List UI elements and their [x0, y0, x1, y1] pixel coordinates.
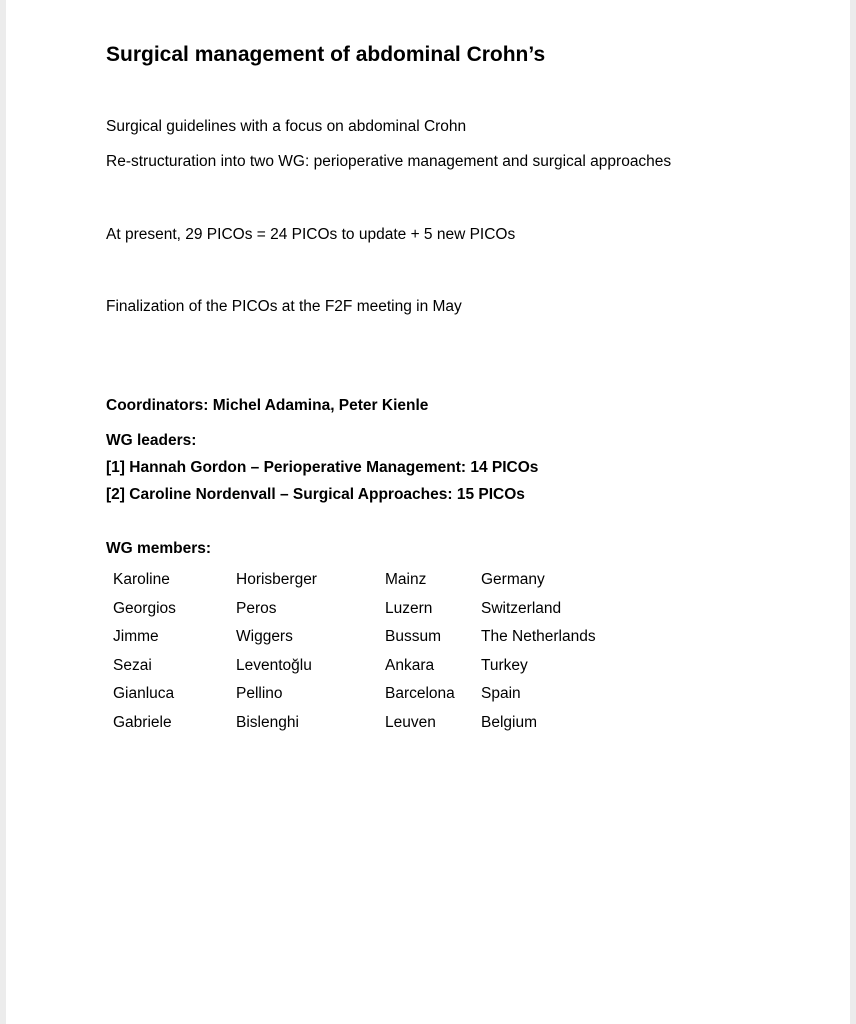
member-country: Spain: [481, 685, 521, 703]
document-title: Surgical management of abdominal Crohn’s: [106, 43, 546, 66]
member-first-name: Gabriele: [113, 713, 172, 731]
member-first-name: Sezai: [113, 656, 152, 674]
wg-leaders-heading: WG leaders:: [106, 432, 197, 449]
paragraph-guidelines-focus: Surgical guidelines with a focus on abdominal Crohn: [106, 118, 467, 135]
member-first-name: Karoline: [113, 571, 170, 588]
member-country: Belgium: [481, 713, 537, 731]
member-last-name: Pellino: [236, 685, 283, 703]
member-country: Turkey: [481, 656, 528, 674]
member-last-name: Horisberger: [236, 571, 317, 588]
wg-members-heading: WG members:: [106, 540, 212, 557]
member-country: Switzerland: [481, 599, 562, 617]
member-country: The Netherlands: [481, 628, 596, 646]
wg-leader-1: [1] Hannah Gordon – Perioperative Management: 14 PICOs: [106, 459, 539, 476]
member-city: Leuven: [385, 713, 436, 731]
member-country: Germany: [481, 571, 545, 588]
member-last-name: Peros: [236, 599, 277, 617]
member-city: Luzern: [385, 599, 433, 617]
member-city: Ankara: [385, 656, 435, 674]
member-first-name: Georgios: [113, 599, 176, 617]
member-last-name: Wiggers: [236, 628, 293, 646]
member-first-name: Jimme: [113, 628, 159, 646]
paragraph-finalization: Finalization of the PICOs at the F2F meeting in May: [106, 298, 462, 315]
coordinators-line: Coordinators: Michel Adamina, Peter Kienle: [106, 397, 429, 414]
member-city: Barcelona: [385, 685, 455, 703]
member-last-name: Leventoğlu: [236, 656, 312, 674]
wg-leader-2: [2] Caroline Nordenvall – Surgical Approaches: 15 PICOs: [106, 486, 525, 503]
paragraph-restructuration: Re-structuration into two WG: perioperative management and surgical approaches: [106, 153, 672, 170]
member-last-name: Bislenghi: [236, 713, 299, 731]
paragraph-picos-count: At present, 29 PICOs = 24 PICOs to update + 5 new PICOs: [106, 226, 516, 243]
member-first-name: Gianluca: [113, 685, 175, 703]
member-city: Mainz: [385, 571, 427, 588]
document-page: [6, 0, 850, 1024]
member-city: Bussum: [385, 628, 441, 646]
